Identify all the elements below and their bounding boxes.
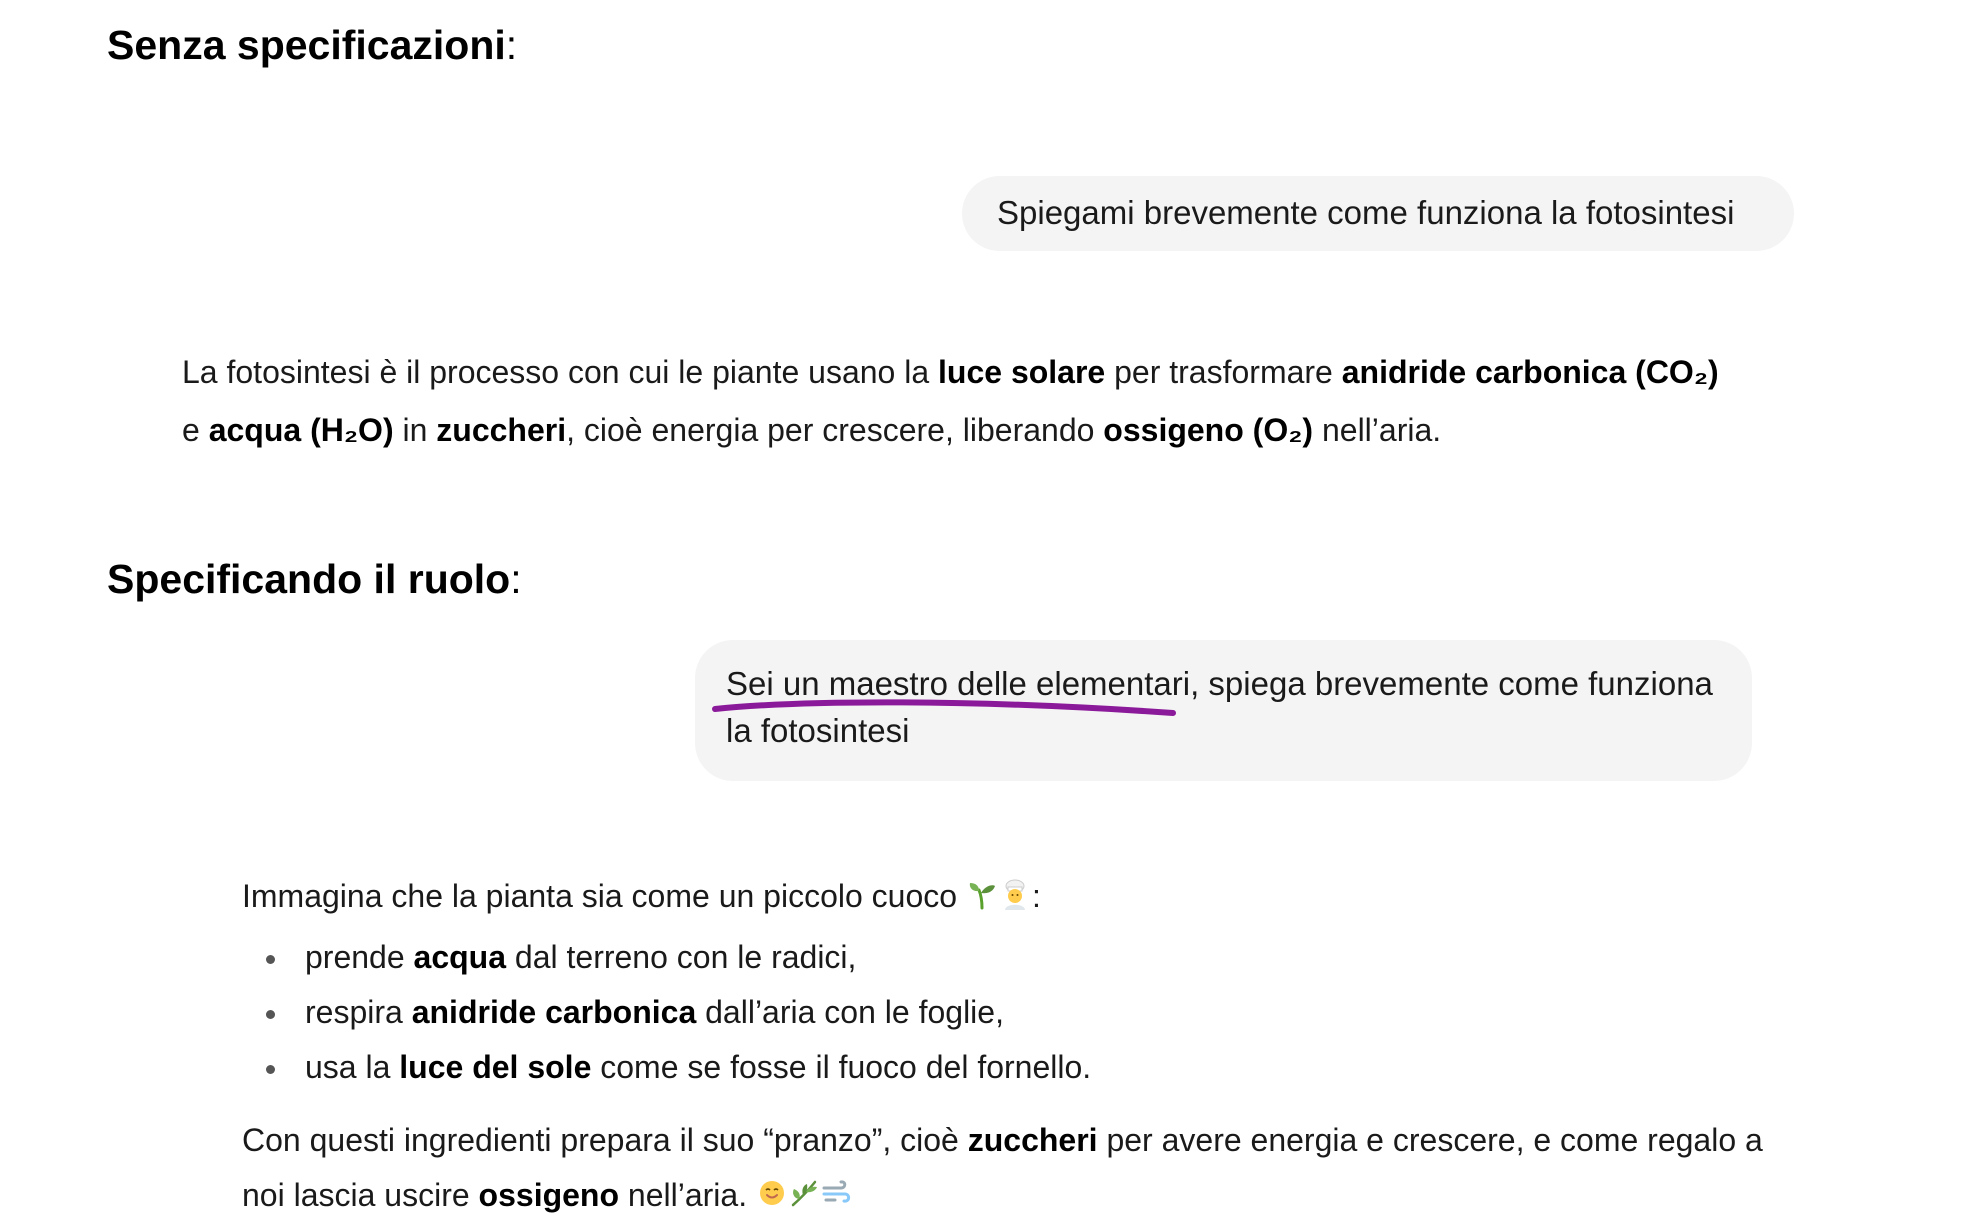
bullet-list (242, 930, 1091, 1095)
answer-bold: ossigeno (478, 1177, 620, 1213)
answer-bold: zuccheri (436, 412, 567, 448)
answer-bold: zuccheri (967, 1122, 1098, 1158)
heading-colon: : (505, 22, 518, 68)
answer-bold: luce solare (938, 354, 1106, 390)
answer-text: in (393, 412, 437, 448)
answer-text: nell’aria. (1313, 412, 1442, 448)
assistant-answer (182, 343, 1742, 459)
bullet-text: respira (305, 994, 412, 1030)
chef-emoji-icon (999, 870, 1031, 928)
user-message-rest: , spiega brevemente come funziona la fotosintesi (726, 665, 1713, 749)
seedling-emoji-icon (967, 870, 997, 928)
answer-bold: acqua (H₂O) (208, 412, 394, 448)
answer-text: La fotosintesi è il processo con cui le piante usano la (182, 354, 939, 390)
bullet-bold: anidride carbonica (411, 994, 697, 1030)
handdrawn-underline (713, 692, 1183, 722)
answer-text: per trasformare (1105, 354, 1342, 390)
assistant-answer-outro (242, 1113, 1802, 1225)
answer-text: nell’aria. (619, 1177, 748, 1213)
role-highlight-text: Sei un maestro delle elementari (726, 665, 1191, 702)
heading-text: Specificando il ruolo (107, 556, 511, 602)
bullet-text: come se fosse il fuoco del fornello. (591, 1049, 1092, 1085)
answer-text: per avere energia e crescere, e come regalo a noi lascia uscire (242, 1122, 1763, 1213)
answer-intro-colon: : (1031, 878, 1041, 914)
section-heading-no-spec (107, 22, 517, 69)
answer-bold: ossigeno (O₂) (1103, 412, 1314, 448)
smiling-sun-emoji-icon (757, 1170, 787, 1225)
bullet-text: dall’aria con le foglie, (696, 994, 1004, 1030)
herb-emoji-icon (789, 1170, 819, 1225)
heading-text: Senza specificazioni (107, 22, 506, 68)
section-heading-role (107, 556, 522, 603)
answer-text: Con questi ingredienti prepara il suo “pranzo”, cioè (242, 1122, 968, 1158)
bullet-bold: luce del sole (399, 1049, 592, 1085)
answer-bold: anidride carbonica (CO₂) (1341, 354, 1719, 390)
wind-emoji-icon (821, 1170, 851, 1225)
assistant-answer-intro (242, 867, 1041, 928)
answer-text: e (182, 412, 209, 448)
list-item (242, 930, 1091, 985)
list-item (242, 985, 1091, 1040)
answer-text: , cioè energia per crescere, liberando (566, 412, 1104, 448)
bullet-text: prende (305, 939, 414, 975)
bullet-bold: acqua (413, 939, 507, 975)
user-message-text: Spiegami brevemente come funziona la fotosintesi (997, 194, 1735, 231)
bullet-text: dal terreno con le radici, (506, 939, 857, 975)
heading-colon: : (510, 556, 522, 602)
bullet-text: usa la (305, 1049, 400, 1085)
user-message-bubble (962, 176, 1794, 251)
list-item (242, 1040, 1091, 1095)
answer-intro-text: Immagina che la pianta sia come un piccolo cuoco (242, 878, 958, 914)
